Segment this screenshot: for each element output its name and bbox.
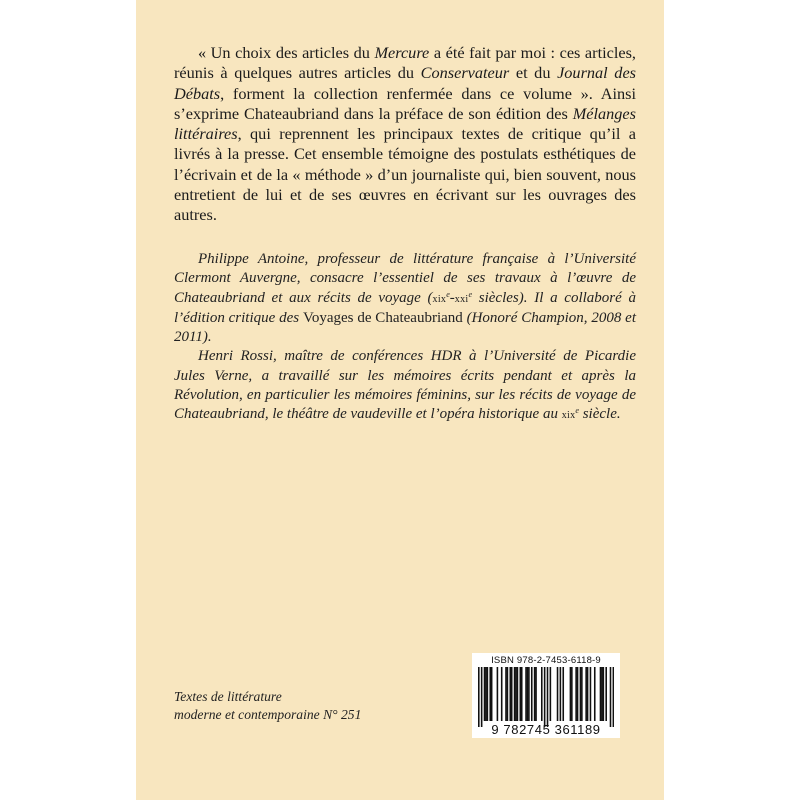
barcode-bar <box>575 667 577 721</box>
blurb-text: et du <box>509 63 558 83</box>
barcode-bar <box>613 667 614 727</box>
blurb-title-journal-des-debats: Journal des Débats <box>174 63 637 103</box>
barcode-bar <box>560 667 562 721</box>
barcode-bar <box>534 667 536 721</box>
century-numeral: xxi <box>454 293 469 305</box>
series-line-1: Textes de littérature <box>174 689 282 704</box>
author-bio-henri-rossi <box>174 347 636 425</box>
bio-text: siècle. <box>578 406 621 423</box>
blurb-title-mercure: Mercure <box>374 43 430 62</box>
blurb-title-melanges-litteraires: Mélanges littéraires <box>174 103 636 144</box>
century-suffix: e <box>575 406 579 416</box>
barcode-bar <box>517 667 519 721</box>
barcode-bar <box>485 667 487 721</box>
barcode-bar <box>603 667 605 721</box>
barcode-bar <box>541 667 543 721</box>
blurb-title-conservateur: Conservateur <box>420 63 510 83</box>
barcode-bar <box>514 667 516 721</box>
century-suffix: e <box>468 289 473 299</box>
bio-text: - <box>449 289 455 306</box>
barcode-bar <box>531 667 533 721</box>
barcode-bar <box>501 667 503 721</box>
barcode-bar <box>484 667 486 721</box>
barcode-bar <box>507 667 509 721</box>
author-bio-philippe-antoine <box>174 250 636 347</box>
barcode-bar <box>525 667 527 721</box>
bio-text: (Honoré Champion, 2008 et 2011). <box>174 309 636 346</box>
century-numeral: xix <box>432 293 447 305</box>
barcode-bar <box>478 667 480 727</box>
barcode-bar <box>600 667 602 721</box>
barcode-bar <box>550 667 552 721</box>
bio-text: siècles). Il a collaboré à l’édition critique des <box>174 289 636 326</box>
bio-book-title: Voyages de Chateaubriand <box>302 309 463 326</box>
isbn-label: ISBN 978-2-7453-6118-9 <box>491 655 601 666</box>
barcode-bar <box>610 667 612 727</box>
barcode-bar <box>511 667 513 721</box>
barcode-bar <box>520 667 522 721</box>
barcode-bar <box>515 667 517 721</box>
barcode-bar <box>571 667 573 721</box>
barcode-bar <box>481 667 483 727</box>
barcode-bar <box>521 667 523 721</box>
century-suffix: e <box>446 289 450 299</box>
barcode-bar <box>585 667 587 721</box>
century-numeral: xix <box>561 410 576 422</box>
barcode-bar <box>505 667 507 721</box>
barcode-bar <box>580 667 582 721</box>
barcode-bar <box>491 667 493 721</box>
barcode-bar <box>527 667 529 721</box>
blurb-text: a été fait par moi : ces articles, réunis à quelques autres articles du <box>174 43 637 83</box>
barcode-bar <box>562 667 564 721</box>
barcode-bar <box>547 667 549 727</box>
barcode-bar <box>605 667 607 721</box>
bio-text: Philippe Antoine, professeur de littérature française à l’Université Clermont Auvergne, consacre l’essentiel de ses travaux à l’œuvre de Chateaubriand et aux récits de voyage ( <box>174 251 636 306</box>
series-line-2: moderne et contemporaine N° 251 <box>174 706 362 722</box>
barcode-bar <box>497 667 499 721</box>
bio-text: Henri Rossi, maître de conférences HDR à l’Université de Picardie Jules Verne, a travaillé sur les mémoires écrits pendant et après la Révolution, en particulier les mémoires féminins, sur les récits de voyage de Chateaubriand, le théâtre de vaudeville et l’opéra historique au <box>174 348 636 423</box>
barcode-bar <box>590 667 592 721</box>
barcode-bar <box>557 667 559 721</box>
isbn-barcode <box>472 653 620 738</box>
barcode-bars <box>478 667 614 727</box>
barcode-bar <box>570 667 572 721</box>
barcode-bar <box>581 667 583 721</box>
author-bios <box>174 250 636 426</box>
barcode-bar <box>577 667 579 721</box>
barcode-bar <box>544 667 546 727</box>
barcode-bar <box>587 667 589 721</box>
blurb-text: « Un choix des articles du <box>198 43 375 62</box>
barcode-bar <box>535 667 537 721</box>
barcode-bar <box>489 667 491 721</box>
back-cover-blurb <box>174 43 636 226</box>
barcode-bar <box>487 667 489 721</box>
series-title <box>174 688 361 723</box>
blurb-text: , qui reprennent les principaux textes de critique qu’il a livrés à la presse. Cet ensemble témoigne des postulats esthétiques de l’écrivain et de la « méthode » d’un journaliste qui, bien souvent, nous entretient de lui et de ses œuvres en écrivant sur les ouvrages des autres. <box>174 124 636 225</box>
blurb-text: , forment la collection renfermée dans ce volume ». Ainsi s’exprime Chateaubriand dans la préface de son édition des <box>174 83 636 123</box>
barcode-bar <box>601 667 603 721</box>
barcode-bar <box>509 667 511 721</box>
barcode-bar <box>594 667 596 721</box>
isbn-digits: 9 782745 361189 <box>491 722 601 737</box>
barcode-bar <box>528 667 530 721</box>
